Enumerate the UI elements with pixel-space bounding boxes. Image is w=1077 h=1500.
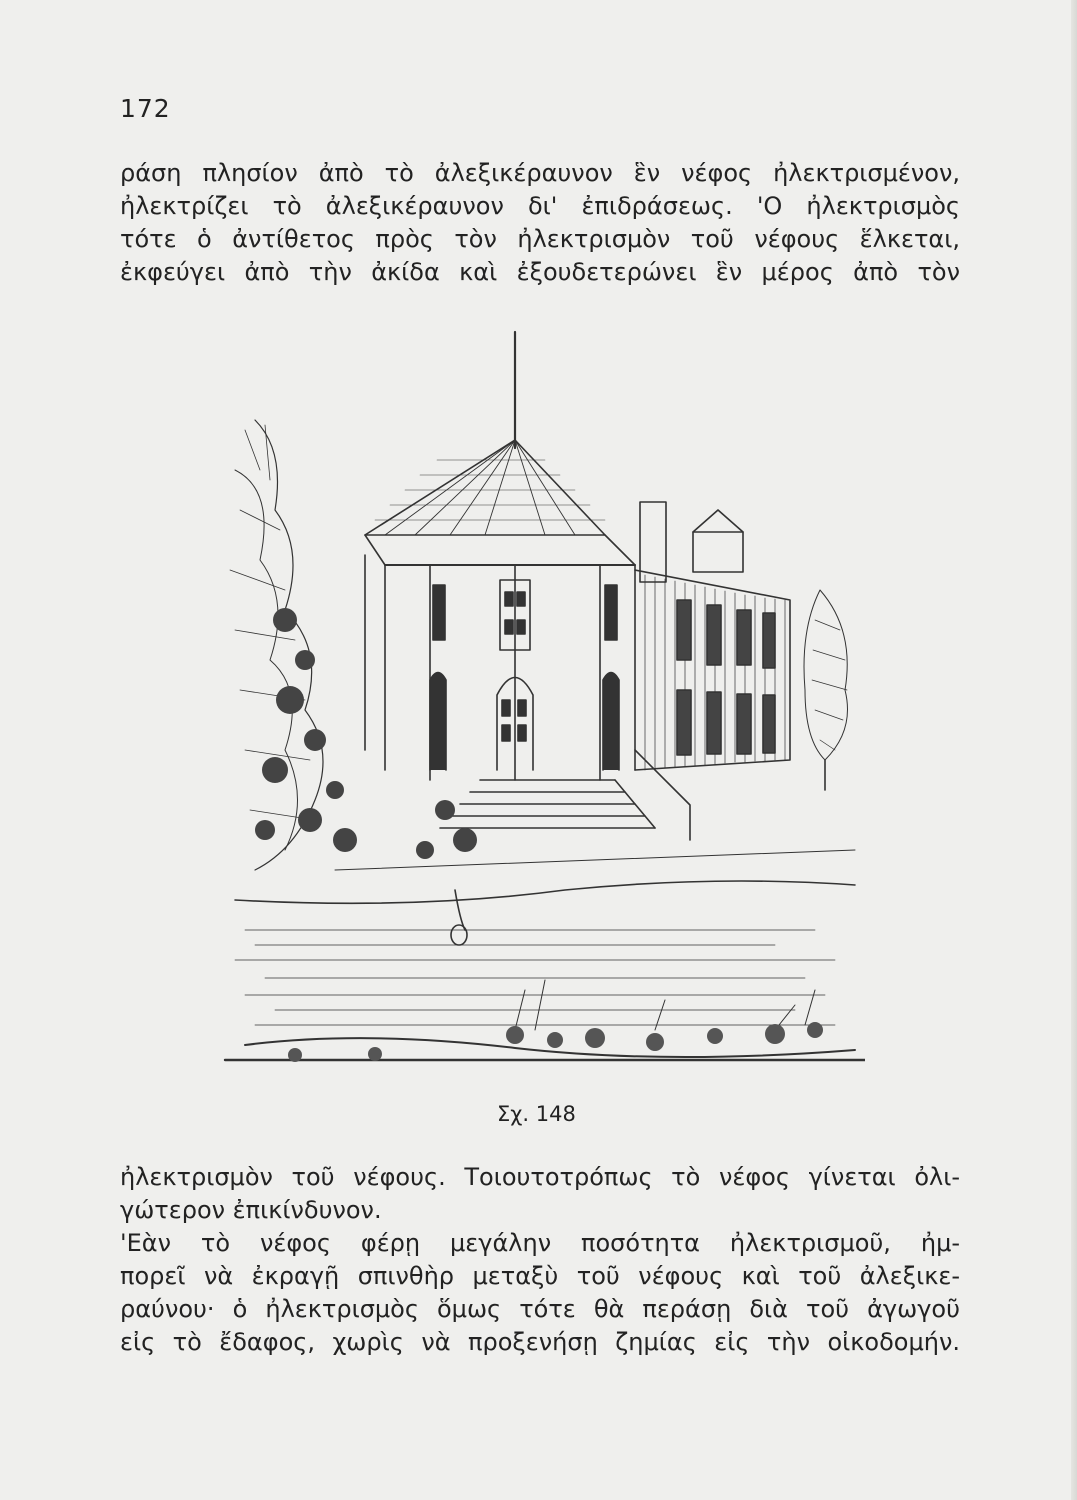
page-edge-shadow (1071, 0, 1077, 1500)
roof (365, 440, 605, 535)
text-line: πορεῖ νὰ ἐκραγῇ σπινθὴρ μεταξὺ τοῦ νέφους καὶ τοῦ ἀλεξικε- (120, 1262, 960, 1290)
text-line: γώτερον ἐπικίνδυνον. (120, 1196, 382, 1224)
text-line: ἐκφεύγει ἀπὸ τὴν ἀκίδα καὶ ἐξουδετερώνει ἓν μέρος ἀπὸ τὸν (120, 258, 960, 286)
figure-caption: Σχ. 148 (497, 1102, 576, 1126)
lightning-rod-house-drawing (215, 330, 865, 1100)
page-number: 172 (120, 94, 171, 123)
text-line: 'Εὰν τὸ νέφος φέρῃ μεγάλην ποσότητα ἠλεκτρισμοῦ, ἠμ- (120, 1229, 960, 1257)
body-paragraph (120, 1161, 960, 1359)
text-line: εἰς τὸ ἔδαφος, χωρὶς νὰ προξενήσῃ ζημίας εἰς τὴν οἰκοδομήν. (120, 1328, 960, 1356)
text-line: ραύνου· ὁ ἠλεκτρισμὸς ὅμως τότε θὰ περάσῃ διὰ τοῦ ἀγωγοῦ (120, 1295, 960, 1323)
text-line: τότε ὁ ἀντίθετος πρὸς τὸν ἠλεκτρισμὸν τοῦ νέφους ἕλκεται, (120, 225, 960, 253)
intro-paragraph (120, 157, 960, 289)
text-line: ἠλεκτρίζει τὸ ἀλεξικέραυνον δι' ἐπιδράσεως. 'Ο ἠλεκτρισμὸς (120, 192, 960, 220)
figure-148-illustration (215, 330, 865, 1100)
text-line: ράση πλησίον ἀπὸ τὸ ἀλεξικέραυνον ἓν νέφος ἠλεκτρισμένον, (120, 159, 960, 187)
text-line: ἠλεκτρισμὸν τοῦ νέφους. Τοιουτοτρόπως τὸ νέφος γίνεται ὀλι- (120, 1163, 960, 1191)
